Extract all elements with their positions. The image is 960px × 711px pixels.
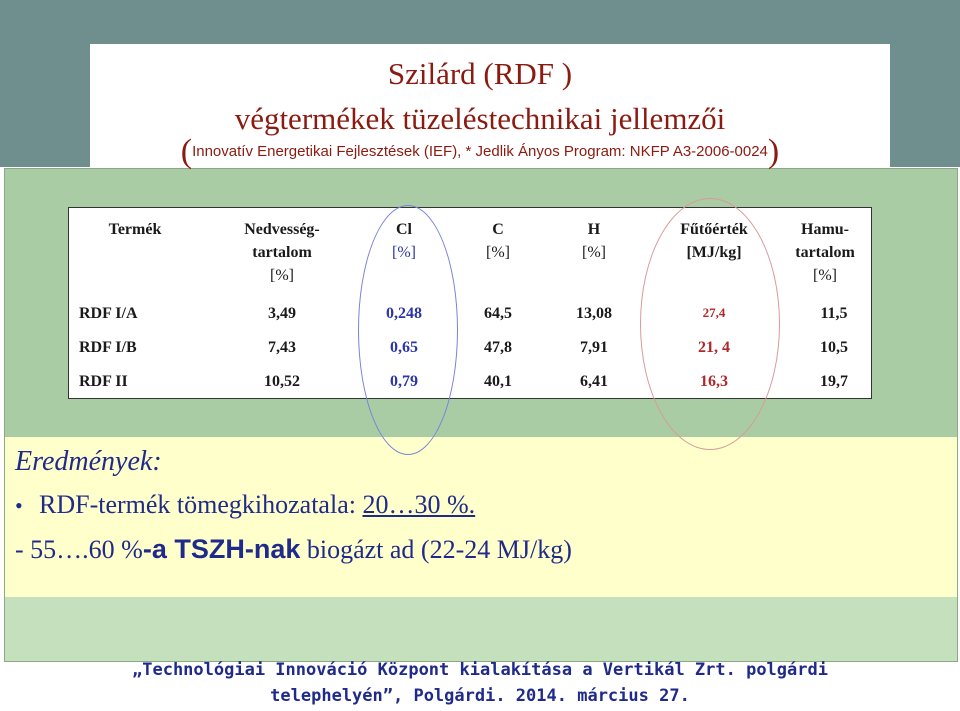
result-line-biogas bbox=[15, 534, 572, 565]
cl-highlight-ellipse bbox=[358, 205, 458, 455]
cell-moisture: 3,49 bbox=[268, 305, 296, 322]
results-title: Eredmények: bbox=[15, 446, 162, 477]
close-paren: ) bbox=[767, 133, 780, 170]
row-label-rdf-ib: RDF I/B bbox=[79, 339, 137, 356]
yield-value: 20…30 %. bbox=[362, 490, 476, 519]
footer-line-2: telephelyén”, Polgárdi. 2014. március 27. bbox=[270, 686, 690, 706]
cell-c: 47,8 bbox=[484, 339, 512, 356]
cell-cl: 0,79 bbox=[390, 373, 418, 390]
biogas-percent: - 55….60 % bbox=[15, 535, 143, 564]
header-product: Termék bbox=[108, 221, 162, 238]
cell-c: 64,5 bbox=[484, 305, 512, 322]
cell-cl: 0,248 bbox=[386, 305, 422, 322]
cell-h: 13,08 bbox=[576, 305, 612, 322]
project-info: Innovatív Energetikai Fejlesztések (IEF), * Jedlik Ányos Program: NKFP A3-2006-0024 bbox=[192, 143, 768, 160]
row-label-rdf-ii: RDF II bbox=[79, 373, 128, 390]
title-line-3 bbox=[0, 133, 960, 171]
footer-line-1: „Technológiai Innováció Központ kialakítása a Vertikál Zrt. polgárdi bbox=[132, 660, 828, 680]
cell-moisture: 10,52 bbox=[264, 373, 300, 390]
cell-h: 7,91 bbox=[580, 339, 608, 356]
cell-heating-value: 21, 4 bbox=[698, 339, 730, 356]
header-c: C [%] bbox=[486, 221, 510, 261]
title-line-2: végtermékek tüzeléstechnikai jellemzői bbox=[234, 101, 726, 136]
header-h: H [%] bbox=[582, 221, 606, 261]
cell-h: 6,41 bbox=[580, 373, 608, 390]
heating-value-highlight-ellipse bbox=[640, 198, 780, 450]
header-moisture: Nedvesség- tartalom [%] bbox=[244, 221, 320, 284]
cell-c: 40,1 bbox=[484, 373, 512, 390]
cell-ash: 11,5 bbox=[820, 305, 848, 322]
header-ash: Hamu- tartalom [%] bbox=[795, 221, 855, 284]
result-bullet-yield bbox=[15, 490, 475, 520]
title-line-1: Szilárd (RDF ) bbox=[387, 56, 573, 91]
cell-ash: 10,5 bbox=[820, 339, 848, 356]
cell-heating-value: 16,3 bbox=[700, 373, 728, 390]
bullet-dot: • bbox=[15, 493, 23, 518]
header-cl: Cl [%] bbox=[392, 221, 416, 261]
open-paren: ( bbox=[180, 133, 193, 170]
cell-cl: 0,65 bbox=[390, 339, 418, 356]
row-label-rdf-ia: RDF I/A bbox=[79, 305, 138, 322]
header-heating-value: Fűtőérték [MJ/kg] bbox=[680, 221, 748, 261]
biogas-source: -a TSZH-nak bbox=[142, 534, 301, 564]
yield-label: RDF-termék tömegkihozatala: bbox=[39, 490, 363, 519]
cell-ash: 19,7 bbox=[820, 373, 848, 390]
cell-heating-value: 27,4 bbox=[702, 305, 726, 320]
cell-moisture: 7,43 bbox=[268, 339, 296, 356]
biogas-value: biogázt ad (22-24 MJ/kg) bbox=[300, 535, 572, 564]
